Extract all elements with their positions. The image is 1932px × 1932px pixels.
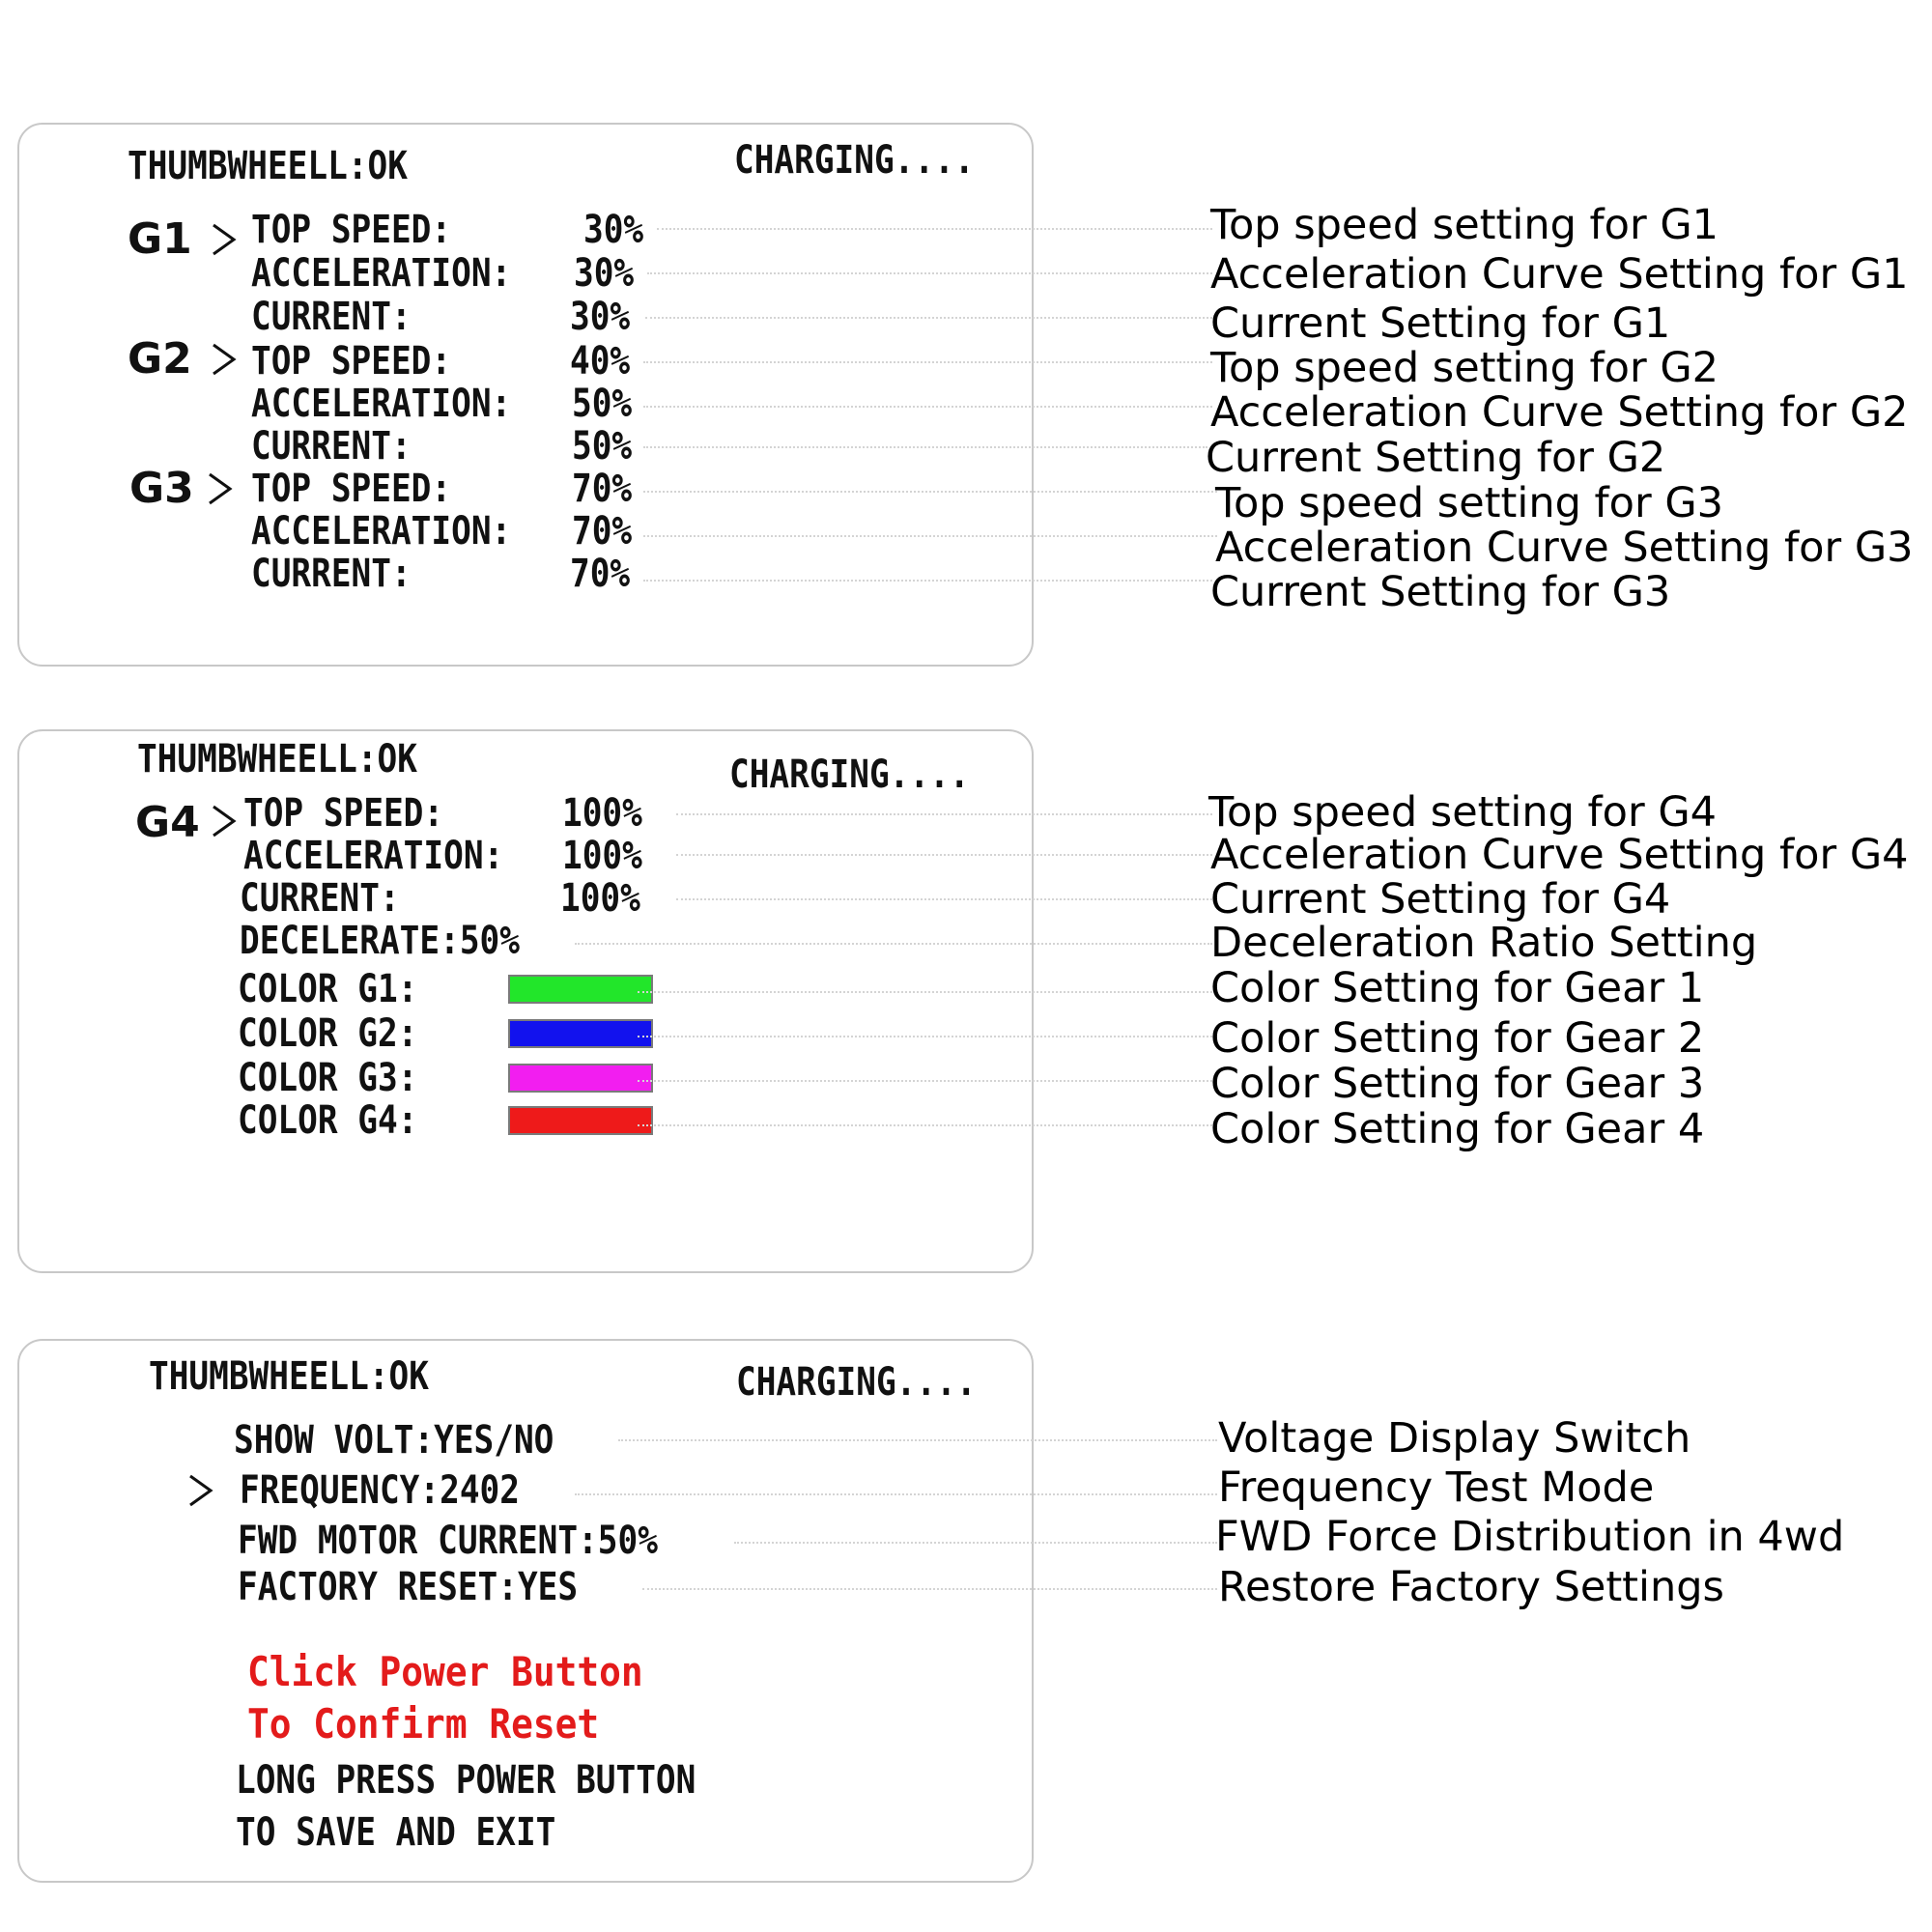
leader-line xyxy=(638,1080,1212,1082)
g2-acceleration-value: 50% xyxy=(572,382,633,426)
color-g3-label: COLOR G3: xyxy=(238,1056,418,1100)
g3-top-speed-label: TOP SPEED: xyxy=(251,467,452,511)
description-g4-current: Current Setting for G4 xyxy=(1210,875,1671,923)
leader-line xyxy=(657,228,1212,230)
chevron-right-icon xyxy=(209,799,238,843)
color-g4-label: COLOR G4: xyxy=(238,1098,418,1143)
chevron-right-icon xyxy=(185,1468,214,1513)
g2-current-label: CURRENT: xyxy=(251,424,412,469)
g3-acceleration-label: ACCELERATION: xyxy=(251,509,512,554)
description-g3-acceleration: Acceleration Curve Setting for G3 xyxy=(1215,524,1914,572)
description-color-gear-4: Color Setting for Gear 4 xyxy=(1210,1105,1705,1153)
description-g2-top-speed: Top speed setting for G2 xyxy=(1210,344,1719,392)
leader-line xyxy=(676,813,1212,815)
g2-top-speed-label: TOP SPEED: xyxy=(251,339,452,384)
g1-current-label: CURRENT: xyxy=(251,295,412,339)
g4-top-speed-label: TOP SPEED: xyxy=(243,791,444,836)
description-g3-top-speed: Top speed setting for G3 xyxy=(1215,479,1724,527)
thumbwheel-status: THUMBWHEELL:OK xyxy=(128,144,408,188)
leader-line xyxy=(643,446,1208,448)
charging-status: CHARGING.... xyxy=(736,1360,977,1405)
save-exit-line-2: TO SAVE AND EXIT xyxy=(236,1810,556,1855)
g2-acceleration-label: ACCELERATION: xyxy=(251,382,512,426)
leader-line xyxy=(618,1439,1217,1441)
leader-line xyxy=(643,491,1217,493)
decelerate-setting: DECELERATE:50% xyxy=(240,919,520,963)
description-g2-current: Current Setting for G2 xyxy=(1206,434,1666,482)
leader-line xyxy=(643,580,1212,582)
leader-line xyxy=(642,1588,1217,1590)
gear-label-g2: G2 xyxy=(128,334,192,384)
leader-line xyxy=(638,991,1212,993)
factory-reset-setting: FACTORY RESET:YES xyxy=(238,1565,579,1609)
g3-acceleration-value: 70% xyxy=(572,509,633,554)
leader-line xyxy=(676,854,1212,856)
description-g4-acceleration: Acceleration Curve Setting for G4 xyxy=(1210,831,1909,879)
g2-current-value: 50% xyxy=(572,424,633,469)
g1-acceleration-value: 30% xyxy=(574,251,635,296)
settings-panel-gear-4-colors xyxy=(17,729,1034,1273)
g1-top-speed-label: TOP SPEED: xyxy=(251,208,452,252)
fwd-motor-current-setting: FWD MOTOR CURRENT:50% xyxy=(238,1519,658,1563)
g4-current-value: 100% xyxy=(560,876,640,921)
color-swatch-g3 xyxy=(508,1064,653,1093)
description-g1-current: Current Setting for G1 xyxy=(1210,299,1671,348)
leader-line xyxy=(645,317,1212,319)
leader-line xyxy=(734,1542,1217,1544)
g1-top-speed-value: 30% xyxy=(583,208,644,252)
show-volt-setting: SHOW VOLT:YES/NO xyxy=(234,1418,554,1463)
g4-current-label: CURRENT: xyxy=(240,876,400,921)
settings-panel-gears-1-3 xyxy=(17,123,1034,667)
confirm-reset-line-1: Click Power Button xyxy=(247,1648,643,1695)
description-g1-acceleration: Acceleration Curve Setting for G1 xyxy=(1210,250,1909,298)
description-factory-reset: Restore Factory Settings xyxy=(1218,1563,1724,1611)
color-g1-label: COLOR G1: xyxy=(238,967,418,1011)
g4-acceleration-label: ACCELERATION: xyxy=(243,834,504,878)
thumbwheel-status: THUMBWHEELL:OK xyxy=(137,737,417,781)
chevron-right-icon xyxy=(209,217,238,262)
gear-label-g1: G1 xyxy=(128,214,192,264)
leader-line xyxy=(676,898,1212,900)
description-color-gear-1: Color Setting for Gear 1 xyxy=(1210,964,1705,1012)
g3-top-speed-value: 70% xyxy=(572,467,633,511)
thumbwheel-status: THUMBWHEELL:OK xyxy=(149,1354,429,1399)
leader-line xyxy=(575,943,1212,945)
color-g2-label: COLOR G2: xyxy=(238,1011,418,1056)
chevron-right-icon xyxy=(205,467,234,511)
charging-status: CHARGING.... xyxy=(729,753,970,797)
leader-line xyxy=(647,272,1212,274)
frequency-setting: FREQUENCY:2402 xyxy=(240,1468,520,1513)
leader-line xyxy=(643,535,1217,537)
description-g4-top-speed: Top speed setting for G4 xyxy=(1208,788,1718,837)
description-g3-current: Current Setting for G3 xyxy=(1210,568,1671,616)
g2-top-speed-value: 40% xyxy=(570,339,631,384)
description-color-gear-2: Color Setting for Gear 2 xyxy=(1210,1014,1705,1063)
settings-panel-system xyxy=(17,1339,1034,1883)
gear-label-g4: G4 xyxy=(135,798,200,847)
leader-line xyxy=(643,406,1212,408)
g4-top-speed-value: 100% xyxy=(562,791,642,836)
description-color-gear-3: Color Setting for Gear 3 xyxy=(1210,1060,1705,1108)
leader-line xyxy=(638,1036,1212,1037)
description-g1-top-speed: Top speed setting for G1 xyxy=(1210,201,1719,249)
gear-label-g3: G3 xyxy=(129,464,194,513)
description-g2-acceleration: Acceleration Curve Setting for G2 xyxy=(1210,388,1909,437)
color-swatch-g1 xyxy=(508,975,653,1004)
leader-line xyxy=(638,1124,1212,1126)
g3-current-label: CURRENT: xyxy=(251,552,412,596)
confirm-reset-line-2: To Confirm Reset xyxy=(247,1700,600,1747)
chevron-right-icon xyxy=(209,337,238,382)
g1-current-value: 30% xyxy=(570,295,631,339)
color-swatch-g2 xyxy=(508,1019,653,1048)
description-deceleration: Deceleration Ratio Setting xyxy=(1210,919,1758,967)
color-swatch-g4 xyxy=(508,1106,653,1135)
g1-acceleration-label: ACCELERATION: xyxy=(251,251,512,296)
description-fwd-force: FWD Force Distribution in 4wd xyxy=(1215,1513,1845,1561)
description-voltage-display: Voltage Display Switch xyxy=(1218,1414,1691,1463)
leader-line xyxy=(643,361,1212,363)
g3-current-value: 70% xyxy=(570,552,631,596)
charging-status: CHARGING.... xyxy=(734,138,975,183)
description-frequency-test: Frequency Test Mode xyxy=(1218,1463,1655,1512)
g4-acceleration-value: 100% xyxy=(562,834,642,878)
save-exit-line-1: LONG PRESS POWER BUTTON xyxy=(236,1758,696,1803)
leader-line xyxy=(575,1493,1217,1495)
